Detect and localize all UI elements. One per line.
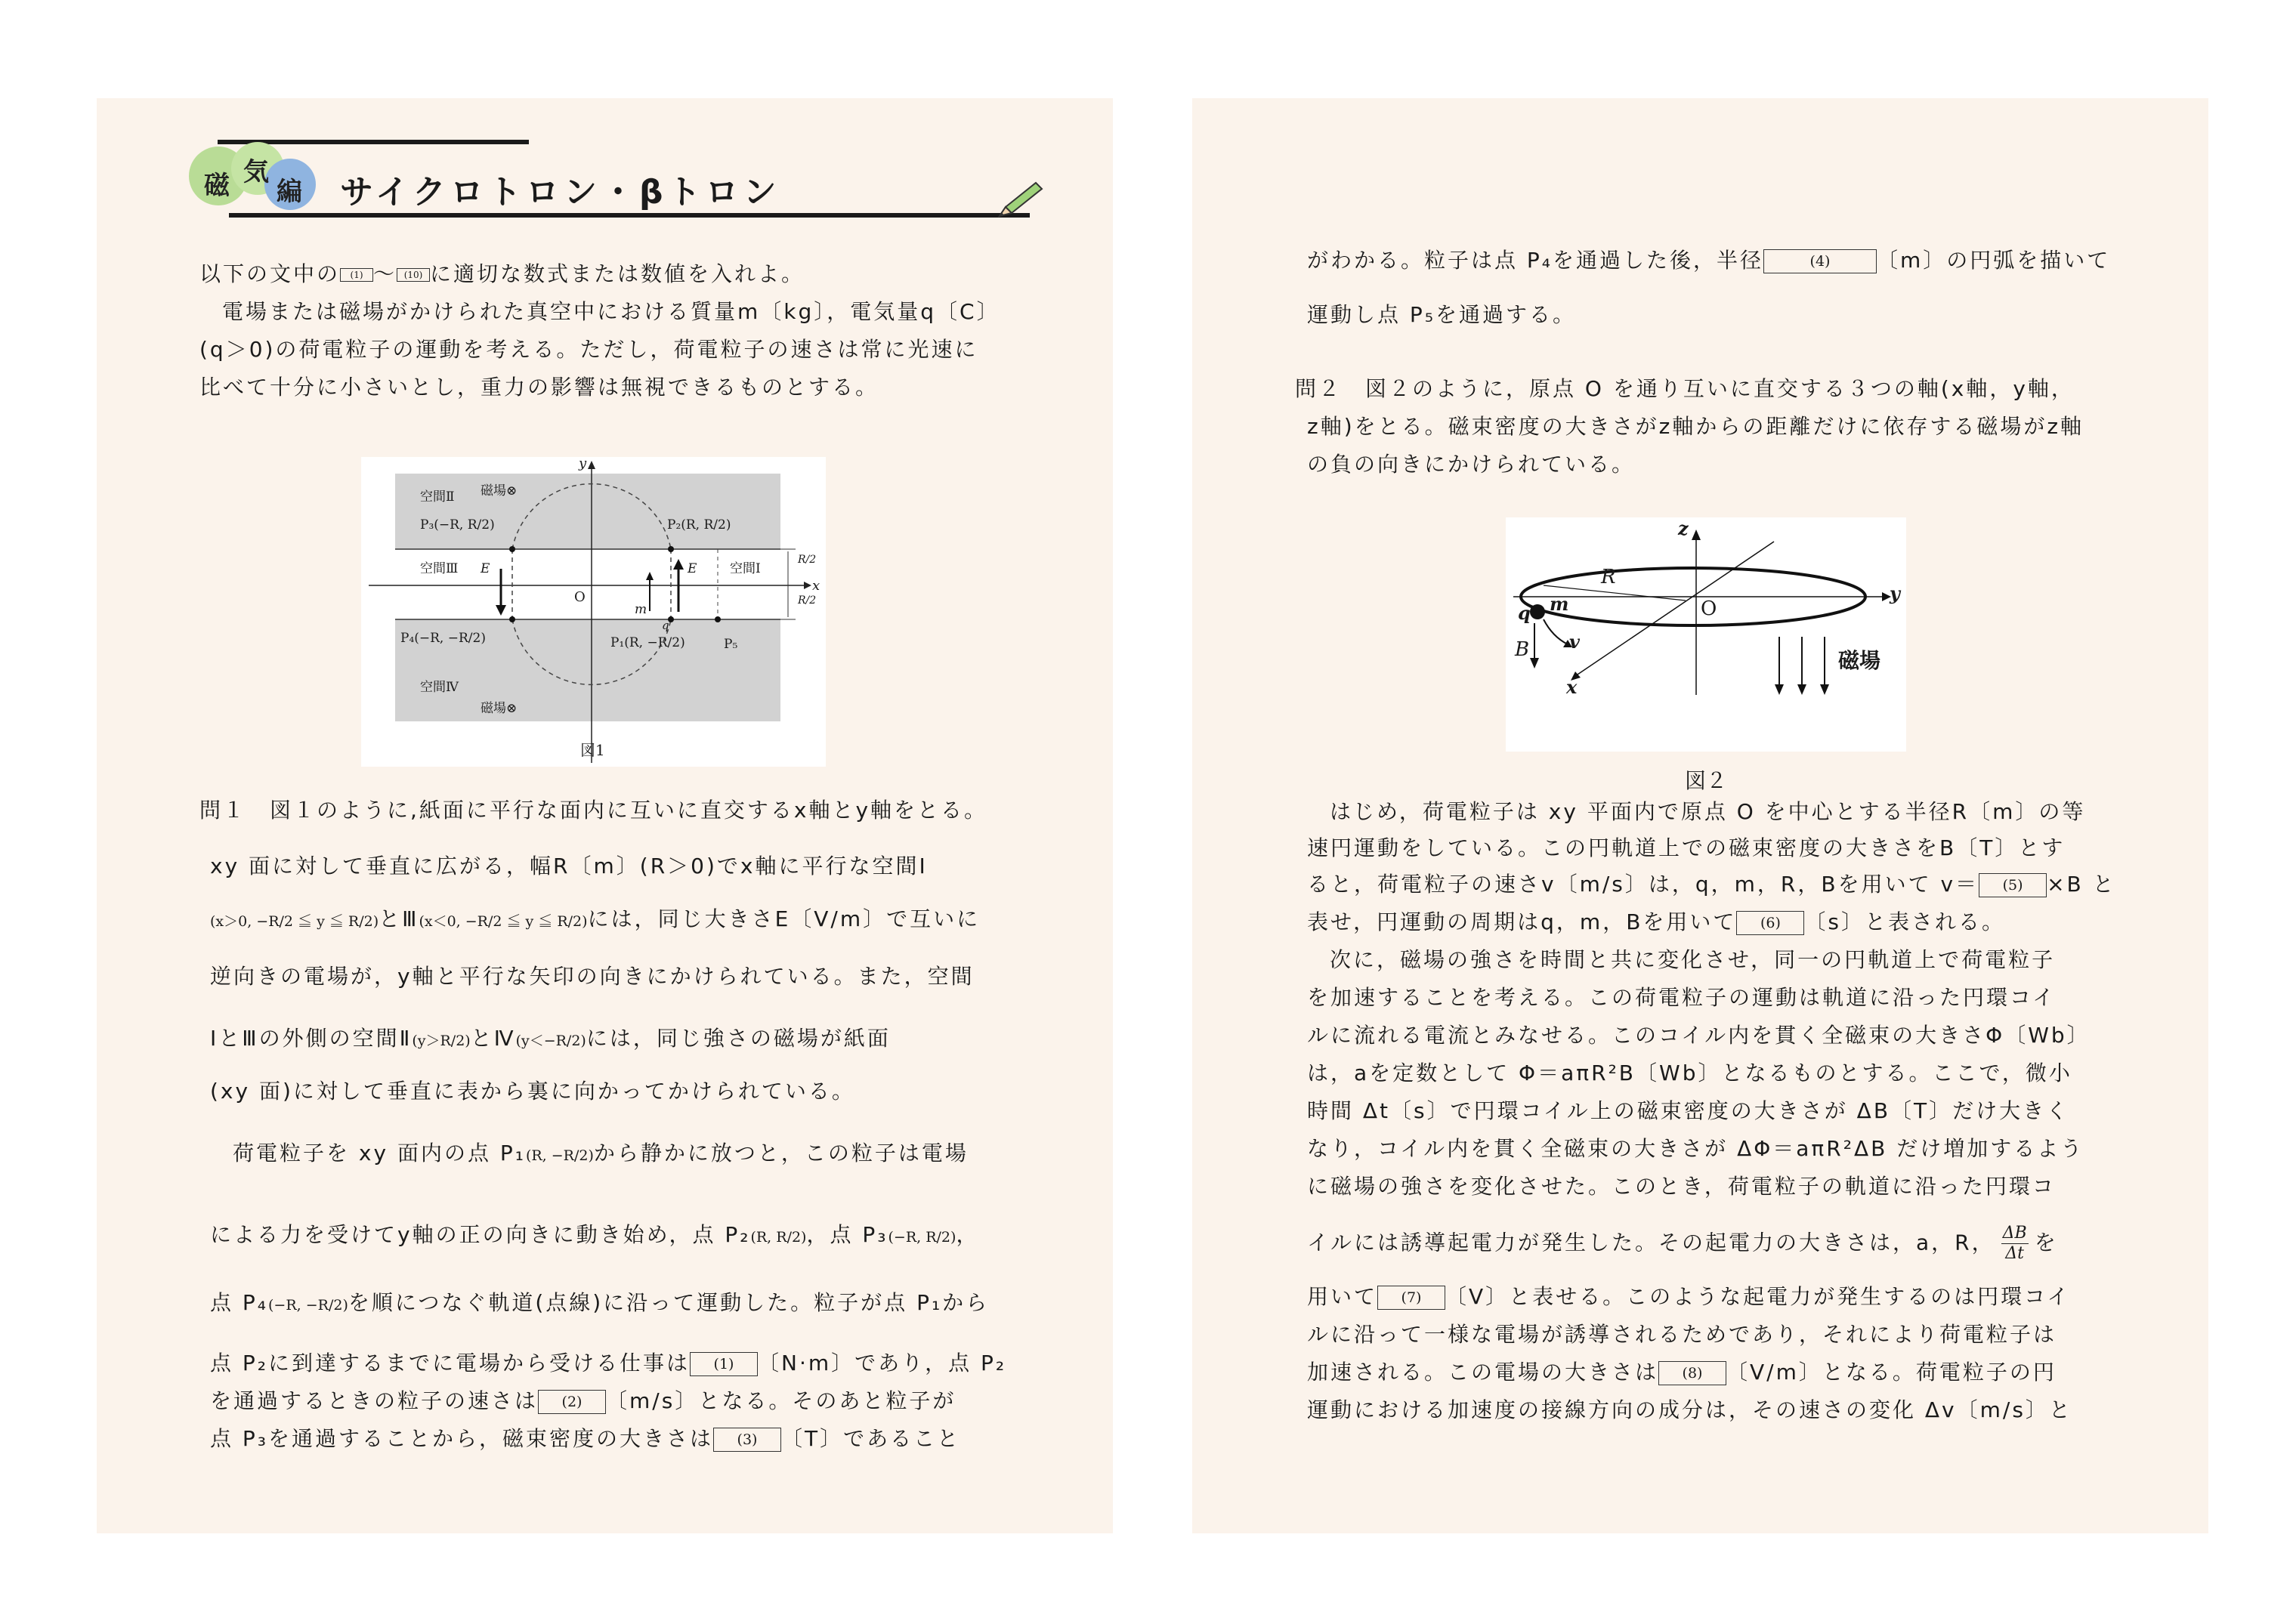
header-bottom-rule — [229, 213, 1030, 218]
figure-1-label-q: q — [662, 619, 669, 632]
figure-1-label-field-bottom: 磁場⊗ — [481, 701, 518, 716]
right-para-line-5: 次に，磁場の強さを時間と共に変化させ，同一の円軌道上で荷電粒子 — [1330, 947, 2056, 972]
q1-space1-condition: (x＞0, −R/2 ≦ y ≦ R/2) — [210, 913, 379, 930]
right-para-line-9: 時間 Δt〔s〕で円環コイル上の磁束密度の大きさが ΔB〔T〕だけ大きく — [1307, 1098, 2070, 1123]
q1-line-4: 逆向きの電場が，y軸と平行な矢印の向きにかけられている。また，空間 — [210, 964, 975, 989]
figure-1-label-r2-bottom: R/2 — [798, 594, 817, 607]
intro-line-2: 電場または磁場がかけられた真空中における質量m〔kg〕，電気量q〔C〕 — [222, 299, 1000, 324]
figure-1-label-field-top: 磁場⊗ — [481, 483, 518, 499]
answer-box-3[interactable]: (3) — [713, 1428, 781, 1452]
figure-2-label-v: v — [1569, 631, 1580, 653]
figure-1-label-y: y — [579, 455, 587, 471]
figure-1-label-space3: 空間Ⅲ — [420, 561, 459, 576]
figure-1-label-x: x — [812, 578, 820, 594]
answer-box-8[interactable]: (8) — [1658, 1361, 1726, 1385]
q1-space4-condition: (y＜−R/2) — [515, 1033, 586, 1049]
figure-1-label-p3: P₃(−R, R/2) — [420, 517, 495, 533]
q1-line-12: 点 P₃を通過することから，磁束密度の大きさは (3) 〔T〕であること — [210, 1426, 961, 1451]
answer-box-7[interactable]: (7) — [1377, 1286, 1445, 1310]
q1-line-8: による力を受けてy軸の正の向きに動き始め，点 P₂(R, R/2)，点 P₃(−R, R/2)， — [210, 1222, 980, 1247]
figure-2-label-r: R — [1601, 566, 1616, 588]
right-para-line-3: ると，荷電粒子の速さv〔m/s〕は，q，m，R，Bを用いて v＝ (5) ×B と — [1307, 872, 2116, 897]
figure-2-label-b: B — [1515, 638, 1530, 661]
figure-1-label-e-right: E — [688, 561, 697, 576]
q1-point-p3: (−R, R/2) — [888, 1229, 956, 1246]
figure-2-label-x: x — [1566, 676, 1578, 698]
left-page — [97, 98, 1113, 1533]
figure-1-label-p4: P₄(−R, −R/2) — [400, 631, 486, 646]
right-para-line-4: 表せ，円運動の周期はq，m，Bを用いて (6) 〔s〕と表される。 — [1307, 909, 2006, 934]
q1-line-7: 荷電粒子を xy 面内の点 P₁(R, −R/2)から静かに放つと，この粒子は電場 — [233, 1141, 969, 1166]
figure-1-caption: 図1 — [580, 741, 605, 759]
answer-box-2[interactable]: (2) — [538, 1390, 606, 1414]
q1-line-10: 点 P₂に到達するまでに電場から受ける仕事は (1) 〔N·m〕であり，点 P₂ — [210, 1351, 1007, 1375]
category-char-3: 編 — [277, 177, 302, 207]
right-line-2: 運動し点 P₅を通過する。 — [1307, 302, 1577, 327]
answer-box-last-ref: (10) — [397, 268, 430, 282]
answer-box-4[interactable]: (4) — [1763, 249, 1877, 273]
figure-1 — [361, 457, 826, 767]
figure-2-label-y: y — [1890, 582, 1900, 604]
right-para-line-15: 加速される。この電場の大きさは (8) 〔V/m〕となる。荷電粒子の円 — [1307, 1360, 2057, 1385]
intro-line-4: 比べて十分に小さいとし，重力の影響は無視できるものとする。 — [199, 375, 879, 400]
fraction-db-dt — [2001, 1224, 2029, 1264]
right-para-line-6: を加速することを考える。この荷電粒子の運動は軌道に沿った円環コイ — [1307, 985, 2057, 1010]
q1-line-11: を通過するときの粒子の速さは (2) 〔m/s〕となる。そのあと粒子が — [210, 1388, 956, 1413]
q2-line-2: z軸)をとる。磁束密度の大きさがz軸からの距離だけに依存する磁場がz軸 — [1307, 414, 2084, 439]
figure-1-label-space4: 空間Ⅳ — [420, 680, 459, 695]
intro-line-1: 以下の文中の (1) 〜 (10) に適切な数式または数値を入れよ。 — [199, 261, 805, 286]
q1-point-p4: (−R, −R/2) — [268, 1297, 348, 1314]
answer-box-6[interactable]: (6) — [1736, 911, 1804, 935]
figure-2-label-field: 磁場 — [1838, 648, 1881, 673]
figure-1-label-origin: O — [574, 589, 586, 605]
q1-line-9: 点 P₄(−R, −R/2)を順につなぐ軌道(点線)に沿って運動した。粒子が点 P₁から — [210, 1290, 990, 1315]
right-para-line-1: はじめ，荷電粒子は xy 平面内で原点 O を中心とする半径R〔m〕の等 — [1330, 799, 2086, 824]
figure-1-label-r2-top: R/2 — [798, 554, 817, 566]
figure-1-label-e-left: E — [481, 561, 490, 576]
right-para-line-8: は，aを定数として Φ＝aπR²B〔Wb〕となるものとする。ここで，微小 — [1307, 1061, 2072, 1085]
right-para-line-13: 用いて (7) 〔V〕と表せる。このような起電力が発生するのは円環コイ — [1307, 1284, 2071, 1309]
q1-line-6: (xy 面)に対して垂直に表から裏に向かってかけられている。 — [210, 1079, 855, 1104]
q1-point-p1: (R, −R/2) — [525, 1147, 594, 1164]
figure-2-label-z: z — [1678, 517, 1689, 539]
right-para-line-7: ルに流れる電流とみなせる。このコイル内を貫く全磁束の大きさΦ〔Wb〕 — [1307, 1023, 2091, 1048]
right-para-line-16: 運動における加速度の接線方向の成分は，その速さの変化 Δv〔m/s〕と — [1307, 1397, 2072, 1422]
q1-space2-condition: (y＞R/2) — [412, 1033, 471, 1049]
figure-2-diagram — [1506, 517, 1906, 752]
q1-space3-condition: (x＜0, −R/2 ≦ y ≦ R/2) — [419, 913, 588, 930]
figure-1-label-p5: P₅ — [724, 637, 738, 652]
fraction-denominator: Δt — [2005, 1244, 2025, 1263]
figure-1-label-space2: 空間Ⅱ — [420, 489, 455, 505]
right-para-line-14: ルに沿って一様な電場が誘導されるためであり，それにより荷電粒子は — [1307, 1322, 2057, 1347]
fraction-numerator: ΔB — [2002, 1224, 2027, 1243]
category-char-2: 気 — [243, 157, 269, 187]
q1-line-2: xy 面に対して垂直に広がる，幅R〔m〕(R＞0)でx軸に平行な空間Ⅰ — [210, 854, 928, 878]
right-para-line-11: に磁場の強さを変化させた。このとき，荷電粒子の軌道に沿った円環コ — [1307, 1174, 2056, 1199]
category-char-1: 磁 — [204, 171, 230, 201]
answer-box-1[interactable]: (1) — [690, 1352, 758, 1376]
right-line-1: がわかる。粒子は点 P₄を通過した後，半径 (4) 〔m〕の円弧を描いて — [1307, 248, 2111, 273]
right-para-line-12: イルには誘導起電力が発生した。その起電力の大きさは，a，R， $\frac{\Delta B}{\Delta t}$ を — [1307, 1224, 2058, 1263]
pencil-icon — [992, 177, 1045, 222]
right-page — [1192, 98, 2208, 1533]
q1-line-1: 問１ 図１のように,紙面に平行な面内に互いに直交するx軸とy軸をとる。 — [199, 798, 988, 823]
figure-2-caption: 図２ — [1685, 768, 1728, 793]
q1-point-p2: (R, R/2) — [750, 1229, 807, 1246]
q2-line-1: 問２ 図２のように，原点 O を通り互いに直交する３つの軸(x軸，y軸， — [1295, 376, 2075, 401]
right-para-line-2: 速円運動をしている。この円軌道上での磁束密度の大きさをB〔T〕とす — [1307, 835, 2066, 860]
q2-line-3: の負の向きにかけられている。 — [1307, 452, 1636, 477]
figure-2-label-q: q — [1518, 602, 1531, 624]
figure-1-label-m: m — [635, 602, 647, 617]
q1-line-3: (x＞0, −R/2 ≦ y ≦ R/2)とⅢ(x＜0, −R/2 ≦ y ≦ R/2)には，同じ大きさE〔V/m〕で互いに — [210, 906, 981, 931]
page-title: サイクロトロン・βトロン — [340, 173, 781, 211]
figure-2-label-m: m — [1550, 593, 1569, 615]
figure-1-label-space1: 空間Ⅰ — [730, 561, 761, 576]
figure-2-label-origin: O — [1701, 597, 1717, 620]
answer-box-first-ref: (1) — [340, 268, 373, 282]
right-para-line-10: なり，コイル内を貫く全磁束の大きさが ΔΦ＝aπR²ΔB だけ増加するよう — [1307, 1136, 2084, 1161]
q1-line-5: ⅠとⅢの外側の空間Ⅱ(y＞R/2)とⅣ(y＜−R/2)には，同じ強さの磁場が紙面 — [210, 1026, 891, 1051]
figure-1-label-p2: P₂(R, R/2) — [667, 517, 731, 533]
answer-box-5[interactable]: (5) — [1979, 873, 2047, 897]
intro-line-3: (q＞0)の荷電粒子の運動を考える。ただし，荷電粒子の速さは常に光速に — [199, 337, 978, 362]
figure-2 — [1506, 517, 1906, 752]
figure-1-label-p1: P₁(R, −R/2) — [610, 635, 685, 650]
